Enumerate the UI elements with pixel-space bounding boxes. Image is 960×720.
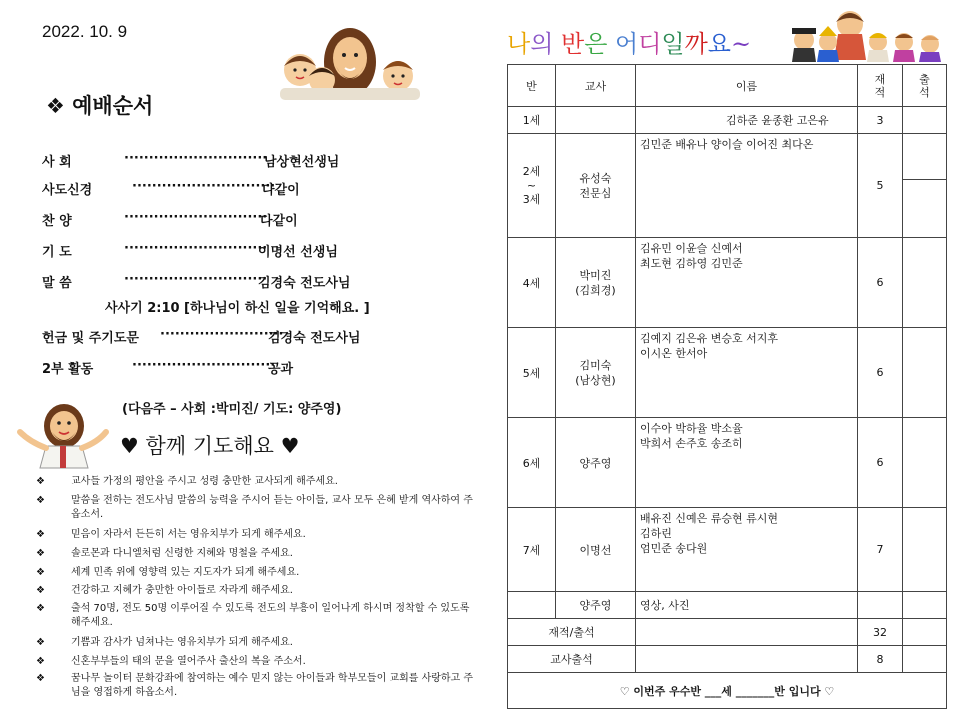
class-cell: 6세 xyxy=(508,418,556,508)
table-row xyxy=(508,107,947,134)
class-cell: 2세 ~ 3세 xyxy=(508,134,556,238)
prayer-item-text: 세계 민족 위에 영향력 있는 지도자가 되게 해주세요. xyxy=(71,567,300,578)
names-cell: 김예지 김은유 변승호 서지후 이시온 한서아 xyxy=(636,328,858,418)
attendance-cell xyxy=(903,180,947,238)
order-item-label: 헌금 및 주기도문 xyxy=(42,331,139,346)
bulletin-date: 2022. 10. 9 xyxy=(42,22,128,41)
class-title-char: 은 xyxy=(584,30,608,58)
prayer-heading: ♥ 함께 기도해요 ♥ xyxy=(120,434,300,458)
prayer-item-text: 말씀을 전하는 전도사님 말씀의 능력을 주시어 듣는 아이들, 교사 모두 은혜 받게 역사하여 주옵소서. xyxy=(71,495,473,520)
diamond-bullet-icon: ❖ xyxy=(36,495,45,506)
order-item-label: 말 씀 xyxy=(42,276,72,291)
order-item-label: 찬 양 xyxy=(42,214,72,229)
diamond-bullet-icon: ❖ xyxy=(36,585,45,596)
prayer-item-text: 교사들 가정의 평안을 주시고 성령 충만한 교사되게 해주세요. xyxy=(71,476,338,487)
order-item-label: 2부 활동 xyxy=(42,362,94,377)
diamond-bullet-icon: ❖ xyxy=(36,637,45,648)
table-row-enrolled-total xyxy=(508,619,947,646)
header-names: 이름 xyxy=(636,65,858,107)
class-title-char: 요 xyxy=(707,30,731,58)
table-row xyxy=(508,238,947,328)
order-item-offering xyxy=(42,327,462,349)
attendance-cell xyxy=(903,646,947,673)
table-row xyxy=(508,418,947,508)
header-attendance-text: 출석 xyxy=(919,72,930,99)
teacher-cell: 양주영 xyxy=(556,592,636,619)
names-cell: 이수아 박하율 박소율 박희서 손주호 송조히 xyxy=(636,418,858,508)
prayer-item-text: 믿음이 자라서 든든히 서는 영유치부가 되게 해주세요. xyxy=(71,529,306,540)
header-enrolled xyxy=(858,65,903,107)
class-title-char: 디 xyxy=(638,30,662,58)
order-item-dots: ····························· xyxy=(132,179,276,194)
table-row xyxy=(508,508,947,592)
jesus-cartoon-illustration xyxy=(12,402,112,470)
header-class: 반 xyxy=(508,65,556,107)
order-item-value: 공과 xyxy=(268,362,294,377)
order-item-creed xyxy=(42,179,462,201)
attendance-cell xyxy=(903,418,947,508)
diamond-bullet-icon: ❖ xyxy=(36,548,45,559)
enrolled-total-value: 32 xyxy=(858,619,903,646)
attendance-cell xyxy=(903,134,947,180)
class-cell: 5세 xyxy=(508,328,556,418)
names-cell: 배유진 신예은 류승현 류시현 김하린 엄민준 송다원 xyxy=(636,508,858,592)
table-row xyxy=(508,328,947,418)
teacher-cell: 양주영 xyxy=(556,418,636,508)
prayer-item-text: 신혼부부들의 태의 문을 열어주사 출산의 복을 주소서. xyxy=(71,656,306,667)
table-header-row xyxy=(508,65,947,107)
teacher-cell: 박미진 (김희경) xyxy=(556,238,636,328)
order-item-sermon xyxy=(42,272,462,294)
scripture-reference: 사사기 2:10 [하나님이 하신 일을 기억해요. ] xyxy=(105,301,370,316)
order-item-label: 사 회 xyxy=(42,155,72,170)
prayer-item-text: 출석 70명, 전도 50명 이루어질 수 있도록 전도의 부흥이 일어나게 하시며 정착할 수 있도록 해주세요. xyxy=(71,603,470,628)
attendance-cell xyxy=(903,619,947,646)
count-cell: 6 xyxy=(858,328,903,418)
order-item-activity xyxy=(42,358,462,380)
order-item-value: 다같이 xyxy=(262,183,300,198)
order-item-prayer xyxy=(42,241,462,263)
count-cell: 3 xyxy=(858,107,903,134)
teacher-cell xyxy=(556,107,636,134)
class-cell: 1세 xyxy=(508,107,556,134)
order-item-dots: ····························· xyxy=(132,358,276,373)
class-attendance-table xyxy=(507,64,947,709)
class-cell xyxy=(508,592,556,619)
class-title-char: 까 xyxy=(684,30,708,58)
order-item-value: 이명선 선생님 xyxy=(258,245,338,260)
order-item-host xyxy=(42,151,462,173)
header-attendance xyxy=(903,65,947,107)
prayer-item-text: 기쁨과 감사가 넘쳐나는 영유치부가 되게 해주세요. xyxy=(71,637,293,648)
prayer-item-text: 꿈나무 놀이터 문화강좌에 참여하는 예수 믿지 않는 아이들과 학부모들이 교회를 사랑하고 주님을 영접하게 하옵소서. xyxy=(71,673,474,698)
attendance-cell xyxy=(903,328,947,418)
names-cell: 김유민 이윤슬 신예서 최도현 김하영 김민준 xyxy=(636,238,858,328)
count-cell xyxy=(858,592,903,619)
next-week-notice: (다음주 – 사회 :박미진/ 기도: 양주영) xyxy=(122,402,342,417)
jesus-with-children-illustration xyxy=(270,18,430,100)
class-cell: 4세 xyxy=(508,238,556,328)
class-title-char: ~ xyxy=(730,30,752,58)
attendance-cell xyxy=(903,508,947,592)
diamond-bullet-icon: ❖ xyxy=(46,94,65,118)
count-cell: 5 xyxy=(858,134,903,238)
order-item-value: 다같이 xyxy=(260,214,298,229)
names-cell: 영상, 사진 xyxy=(636,592,858,619)
best-class-notice: ♡ 이번주 우수반 ___세 _______반 입니다 ♡ xyxy=(508,673,947,709)
table-row-best-class xyxy=(508,673,947,709)
table-row xyxy=(508,134,947,180)
class-title xyxy=(507,24,751,59)
teacher-attendance-value: 8 xyxy=(858,646,903,673)
teacher-attendance-label: 교사출석 xyxy=(508,646,636,673)
attendance-cell xyxy=(903,107,947,134)
empty-cell xyxy=(636,646,858,673)
enrolled-attendance-label: 재적/출석 xyxy=(508,619,636,646)
class-title-char: 나 xyxy=(507,30,531,58)
teacher-cell: 유성숙 전문심 xyxy=(556,134,636,238)
order-item-label: 기 도 xyxy=(42,245,72,260)
teacher-cell: 이명선 xyxy=(556,508,636,592)
order-item-dots: ························· xyxy=(160,327,284,342)
diamond-bullet-icon: ❖ xyxy=(36,603,45,614)
diamond-bullet-icon: ❖ xyxy=(36,476,45,487)
prayer-item-text: 건강하고 지혜가 충만한 아이들로 자라게 해주세요. xyxy=(71,585,293,596)
diamond-bullet-icon: ❖ xyxy=(36,673,45,684)
order-item-praise xyxy=(42,210,462,232)
order-item-dots: ····························· xyxy=(124,241,268,256)
attendance-cell xyxy=(903,238,947,328)
table-row xyxy=(508,592,947,619)
order-of-worship-heading xyxy=(46,90,153,120)
order-item-dots: ····························· xyxy=(124,210,268,225)
diamond-bullet-icon: ❖ xyxy=(36,656,45,667)
count-cell: 6 xyxy=(858,238,903,328)
diamond-bullet-icon: ❖ xyxy=(36,529,45,540)
count-cell: 6 xyxy=(858,418,903,508)
teacher-cell: 김미숙 (남상현) xyxy=(556,328,636,418)
table-row-teacher-attendance xyxy=(508,646,947,673)
class-title-char: 의 xyxy=(530,30,554,58)
empty-cell xyxy=(636,619,858,646)
prayer-item-text: 솔로몬과 다니엘처럼 신령한 지혜와 명철을 주세요. xyxy=(71,548,293,559)
order-item-dots: ····························· xyxy=(124,272,268,287)
order-item-value: 김경숙 전도사님 xyxy=(268,331,361,346)
count-cell: 7 xyxy=(858,508,903,592)
class-title-char xyxy=(553,30,561,58)
class-title-char: 일 xyxy=(661,30,685,58)
order-item-value: 김경숙 전도사님 xyxy=(258,276,351,291)
order-item-label: 사도신경 xyxy=(42,183,93,198)
order-of-worship-title: 예배순서 xyxy=(72,94,154,118)
attendance-cell xyxy=(903,592,947,619)
diamond-bullet-icon: ❖ xyxy=(36,567,45,578)
nativity-figures-illustration xyxy=(786,6,950,62)
header-enrolled-text: 재적 xyxy=(874,72,886,99)
class-title-char: 어 xyxy=(615,30,639,58)
order-item-dots: ····························· xyxy=(124,151,268,166)
names-cell: 김하준 윤종환 고은유 xyxy=(636,107,858,134)
class-cell: 7세 xyxy=(508,508,556,592)
class-title-char: 반 xyxy=(561,30,585,58)
order-item-value: 남상현선생님 xyxy=(264,155,340,170)
class-title-char xyxy=(607,30,615,58)
names-cell: 김민준 배유나 양이슬 이어진 최다온 xyxy=(636,134,858,238)
header-teacher: 교사 xyxy=(556,65,636,107)
